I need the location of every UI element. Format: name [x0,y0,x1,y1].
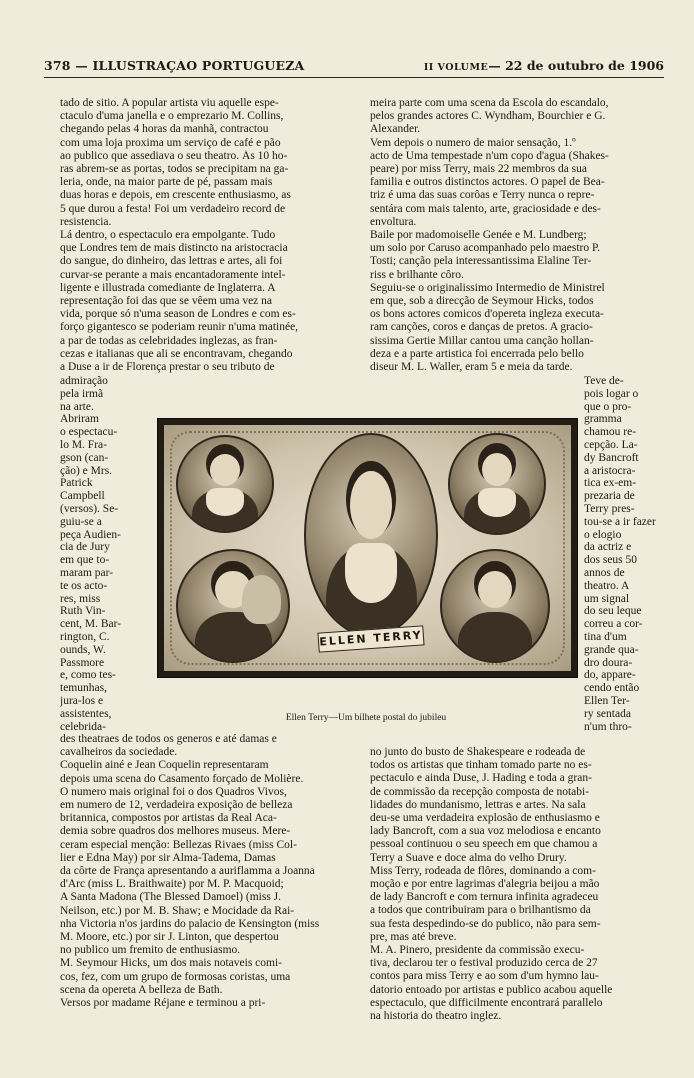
text-line: celebrida- [60,720,106,733]
text-line: da côrte de França apresentando a auriflamma a Joanna [60,865,315,877]
text-line: do seu leque [584,605,642,618]
text-line: ram canções, coros e danças de pretos. A gracio- [370,321,593,334]
text-line: ção) e Mrs. [60,464,113,477]
text-line: Seguiu-se o originalissimo Intermedio de Ministrel [370,281,605,294]
text-line: lady Bancroft, com a sua voz melodiosa e encanto [370,825,601,838]
text-line: riss e brilhante côro. [370,268,464,281]
text-line: pre, mas até breve. [370,930,457,943]
text-line: ceram especial menção: Bellezas Rivaes (miss Col- [60,838,297,851]
text-line: rington, C. [60,631,110,643]
figure-caption: Ellen Terry—Um bilhete postal do jubileu [285,713,447,723]
text-line: sentára com mais talento, arte, graciosidade e des- [370,202,601,215]
text-line: no junto do busto de Shakespeare e rodeada de [370,746,586,758]
text-line: chamou re- [584,426,637,439]
text-line: d'Arc (miss L. Braithwaite) por M. P. Macquoid; [60,878,284,891]
text-line: que Londres tem de mais distincto na aristocracia [60,242,288,255]
text-line: peare) por miss Terry, mais 22 membros da sua [370,163,588,175]
text-line: tina d'um [584,631,627,643]
text-line: ctaculo d'uma janella e o emprezario M. Collins, [60,110,284,123]
text-line: de commissão da recepção composta de notabi- [370,785,590,798]
text-line: lo M. Fra- [60,439,107,451]
text-line: Abriram [60,413,99,426]
text-line: 5 que durou a festa! Foi um verdadeiro record de [60,202,286,215]
text-line: envoltura. [370,215,417,228]
text-line: a par de todas as celebridades inglezas, as fran- [60,334,278,347]
text-line: Tosti; canção pela interessantissima Elaline Ter- [370,255,592,268]
text-line: prezaria de [584,490,635,503]
text-line: scena da opereta A belleza de Bath. [60,983,223,996]
text-line: Campbell [60,490,105,503]
text-line: theatro. A [584,579,630,592]
text-line: no publico um fremito de enthusiasmo. [60,944,241,957]
text-line: a Duse a ir de Florença prestar o seu tributo de [60,361,275,373]
text-line: temunhas, [60,682,107,695]
text-line: Passmore [60,656,105,669]
text-line: O numero mais original foi o dos Quadros Vivos, [60,785,287,798]
text-line: o elogio [584,528,622,541]
text-line: assistentes, [60,707,112,720]
text-line: chegando pelas 4 horas da manhã, contractou [60,123,269,136]
text-line: com uma loja proxima um serviço de café e pão [60,136,281,149]
text-line: representação foi das que se vêem uma vez na [60,295,273,307]
text-line: deza e a parte artistica foi encerrada pelo bello [370,347,584,360]
text-line: guiu-se a [60,515,102,528]
text-line: a todos que contribuiram para o brilhantismo da [370,904,591,917]
text-line: cezas e italianas que ali se encontravam, chegando [60,347,293,360]
text-line: do sangue, do dinheiro, das lettras e artes, ali foi [60,255,283,268]
text-line: triz é uma das suas corôas e Terry nunca o repre- [370,189,595,202]
text-line: vida, porque só n'uma season de Londres e com es- [60,308,296,321]
text-line: res, miss [60,592,101,605]
text-line: britannica, compostos por artistas da Real Aca- [60,812,277,825]
text-line: tica ex-em- [584,477,637,490]
name-banner: ELLEN TERRY [317,625,424,652]
text-line: tado de sitio. A popular artista viu aquelle espe- [60,97,279,109]
text-line: os bons actores comicos d'opereta ingleza executa- [370,308,604,321]
text-line: forço gigantesco se poderiam reunir n'uma matinée, [60,321,299,334]
text-line: cepção. La- [584,439,638,451]
text-line: (versos). Se- [60,503,119,515]
text-line: Neilson, etc.) por M. B. Shaw; e Mocidade da Rai- [60,904,295,917]
text-line: admiração [60,375,108,387]
text-line: jura-los e [60,695,104,707]
text-line: leria, onde, na maior parte de pé, passam mais [60,176,273,189]
text-line: de lady Bancroft e com ternura infinita agradeceu [370,891,599,904]
page-header [44,58,664,78]
text-line: A Santa Madona (The Blessed Damoel) (miss J. [60,891,282,904]
text-line: dro doura- [584,656,633,669]
text-line: dy Bancroft [584,451,639,464]
text-line: todos os artistas que tinham tomado parte no es- [370,759,592,772]
text-line: meira parte com uma scena da Escola do escandalo, [370,97,609,109]
text-line: des theatraes de todos os generos e até damas e [60,733,277,745]
text-line: correu a cor- [584,618,643,631]
text-line: nha Victoria n'os jardins do palacio de Kensington (miss [60,917,320,930]
header-volume: II VOLUME [423,62,489,73]
text-line: na historia do theatro inglez. [370,1010,502,1022]
text-line: um solo por Caruso acompanhado pelo maestro P. [370,242,600,255]
text-line: M. Moore, etc.) por sir J. Linton, que despertou [60,931,279,943]
text-line: M. Seymour Hicks, um dos mais notaveis comi- [60,957,282,970]
text-line: Patrick [60,477,93,490]
text-line: Lá dentro, o espectaculo era empolgante. Tudo [60,229,276,241]
text-line: cos, fez, com um grupo de formosas coristas, uma [60,970,291,983]
text-line: dos seus 50 [584,554,638,567]
text-line: pois logar o [584,387,639,400]
text-line: lier e Edna May) por sir Alma-Tadema, Damas [60,851,276,864]
portrait-top-right [448,433,546,535]
text-line: familia e outros distinctos actores. O papel de Bea- [370,176,605,189]
text-line: Terry pres- [584,503,635,515]
text-line: diseur M. L. Waller, eram 5 e meia da tarde. [370,361,573,373]
postcard-figure [157,418,578,678]
text-line: Alexander. [370,123,421,136]
text-line: um signal [584,592,630,605]
text-line: te os acto- [60,579,108,592]
text-line: pelos grandes actores C. Wyndham, Bourchier e G. [370,110,606,123]
text-line: Terry a Suave e doce alma do velho Drury. [370,851,567,864]
text-line: demia sobre quadros dos melhores museus. Mere- [60,825,291,838]
text-line: peça Audien- [60,528,121,541]
text-line: n'um thro- [584,720,632,733]
text-line: pessoal continuou o seu speech em que chamou a [370,838,598,851]
text-line: moção e por entre lagrimas d'alegria beijou a mão [370,878,600,890]
text-line: gson (can- [60,451,109,464]
text-line: do, appare- [584,669,636,682]
dog-image [242,575,282,623]
text-line: em numero de 12, verdadeira exposição de belleza [60,799,293,811]
text-line: espectaculo, que difficilmente encontrará parallelo [370,996,603,1009]
text-line: datorio entoado por artistas e publico acabou aquelle [370,983,613,996]
text-line: M. A. Pinero, presidente da commissão execu- [370,944,585,956]
text-line: ras abrem-se as portas, todos se precipitam na ga- [60,163,289,175]
portrait-bottom-right [440,549,550,663]
text-line: maram par- [60,567,114,579]
header-right [424,58,664,73]
text-line: Miss Terry, rodeada de flôres, dominando a com- [370,864,596,877]
text-line: Baile por madomoiselle Genée e M. Lundberg; [370,229,587,241]
text-line: sissima Gertie Millar cantou uma canção hollan- [370,334,594,347]
text-line: em que, sob a direcção de Seymour Hicks, todos [370,295,594,307]
text-line: annos de [584,567,625,579]
text-line: ao publico que assediava o seu theatro. Ás 10 ho- [60,149,288,162]
text-line: depois uma scena do Casamento forçado de Molière. [60,772,304,785]
text-line: resistencia. [60,215,112,228]
text-line: contos para miss Terry e ao som d'um hymno lau- [370,970,599,983]
text-line: Ellen Ter- [584,695,630,707]
text-line: deu-se uma verdadeira explosão de enthusiasmo e [370,812,600,824]
portrait-bottom-left [176,549,290,663]
text-line: sua festa despedindo-se do publico, não para sem- [370,917,601,930]
text-line: o espectacu- [60,426,118,439]
text-line: ligente e illustrada comediante de Inglaterra. A [60,281,276,294]
text-line: cent, M. Bar- [60,618,122,631]
text-line: gramma [584,413,622,426]
text-line: da actriz e [584,541,632,554]
text-line: curvar-se perante a mais encantadoramente intel- [60,268,286,281]
text-line: pectaculo e ainda Duse, J. Hading e toda a gran- [370,772,592,785]
text-line: a aristocra- [584,464,636,477]
text-line: lidades do mundanismo, lettras e artes. Na sala [370,798,586,811]
text-line: tiva, declarou ter o festival produzido cerca de 27 [370,957,598,970]
text-line: cia de Jury [60,541,110,554]
text-line: Ruth Vin- [60,605,106,618]
text-line: e, como tes- [60,669,116,682]
text-line: Vem depois o numero de maior sensação, 1.º [370,136,576,149]
text-line: Versos por madame Réjane e terminou a pri- [60,997,266,1009]
text-line: na arte. [60,400,94,413]
portrait-top-left [176,435,274,533]
text-line: cavalheiros da sociedade. [60,746,178,759]
text-line: cendo então [584,682,640,695]
text-line: grande qua- [584,643,639,656]
portrait-center [304,433,438,637]
text-line: pela irmã [60,387,104,400]
text-line: ry sentada [584,707,631,720]
text-line: ounds, W. [60,643,106,656]
header-rule [44,77,664,78]
text-line: duas horas e depois, em crescente enthusiasmo, as [60,189,291,202]
header-left: 378 — ILLUSTRAÇAO PORTUGUEZA [44,58,305,73]
text-line: que o pro- [584,400,632,413]
header-date: — 22 de outubro de 1906 [488,58,664,73]
text-line: Teve de- [584,375,624,387]
text-line: em que to- [60,554,110,567]
text-line: acto de Uma tempestade n'um copo d'agua (Shakes- [370,149,609,162]
text-line: tou-se a ir fazer [584,515,656,528]
postcard-inner [164,425,571,671]
text-line: Coquelin ainé e Jean Coquelin representaram [60,759,269,772]
